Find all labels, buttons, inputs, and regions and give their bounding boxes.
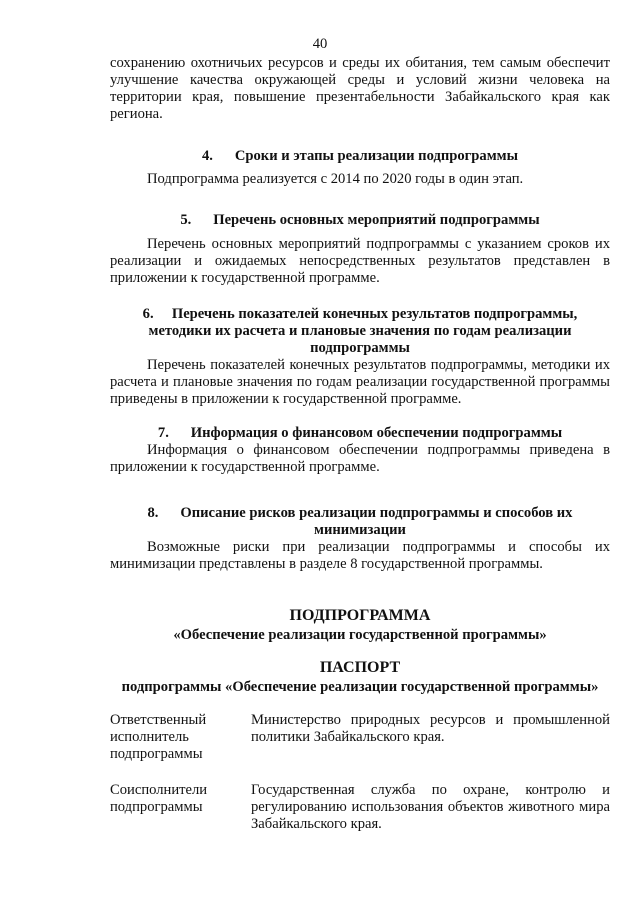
section-5-text: Перечень основных мероприятий подпрограммы с указанием сроков их реализации и ожидаемых непосредственных результатов представлен в приложении к государственной программе. xyxy=(110,236,610,286)
section-4-text: Подпрограмма реализуется с 2014 по 2020 годы в один этап. xyxy=(147,171,524,187)
section-8-title-line1: Описание рисков реализации подпрограммы и способов их xyxy=(180,505,573,521)
section-6-text: Перечень показателей конечных результатов подпрограммы, методики их расчета и плановые значения по годам реализации государственной программы приведены в приложении к государственной программе. xyxy=(110,357,610,407)
subprogram-name: «Обеспечение реализации государственной программы» xyxy=(173,627,547,643)
passport-row-label-coexecutors: Соисполнители подпрограммы xyxy=(110,782,208,815)
section-7-text: Информация о финансовом обеспечении подпрограммы приведена в приложении к государственной программе. xyxy=(110,442,610,475)
section-4-title: Сроки и этапы реализации подпрограммы xyxy=(234,148,518,164)
section-5-heading xyxy=(110,212,610,229)
section-5-number: 5. xyxy=(180,212,192,228)
section-6-title-line1: Перечень показателей конечных результатов подпрограммы, xyxy=(171,306,578,322)
passport-row-value-responsible: Министерство природных ресурсов и промышленной политики Забайкальского края. xyxy=(251,712,610,745)
section-6-heading xyxy=(110,306,610,357)
section-6-title-line3: подпрограммы xyxy=(310,340,410,356)
passport-heading: ПАСПОРТ xyxy=(319,659,401,676)
section-4-number: 4. xyxy=(202,148,213,164)
page-number: 40 xyxy=(312,36,328,52)
intro-paragraph: сохранению охотничьих ресурсов и среды их обитания, тем самым обеспечит улучшение качества окружающей среды и условий жизни человека на территории края, повышение презентабельности Забайкальского края как региона. xyxy=(110,55,610,122)
section-8-number: 8. xyxy=(147,505,159,521)
passport-subtitle: подпрограммы «Обеспечение реализации государственной программы» xyxy=(121,679,599,695)
section-8-heading xyxy=(110,505,610,539)
section-7-title: Информация о финансовом обеспечении подпрограммы xyxy=(190,425,563,441)
subprogram-heading: ПОДПРОГРАММА xyxy=(289,607,431,624)
section-4-heading xyxy=(110,148,610,165)
section-8-title-line2: минимизации xyxy=(314,522,406,538)
passport-row-value-coexecutors: Государственная служба по охране, контролю и регулированию использования объектов животного мира Забайкальского края. xyxy=(251,782,610,832)
passport-row-label-responsible: Ответственный исполнитель подпрограммы xyxy=(110,712,207,762)
section-7-number: 7. xyxy=(157,425,169,441)
section-6-number: 6. xyxy=(142,306,154,322)
section-8-text: Возможные риски при реализации подпрограммы и способы их минимизации представлены в разделе 8 государственной программы. xyxy=(110,539,610,572)
section-5-title: Перечень основных мероприятий подпрограммы xyxy=(213,212,540,228)
section-6-title-line2: методики их расчета и плановые значения по годам реализации xyxy=(148,323,572,339)
section-7-heading xyxy=(110,425,610,442)
